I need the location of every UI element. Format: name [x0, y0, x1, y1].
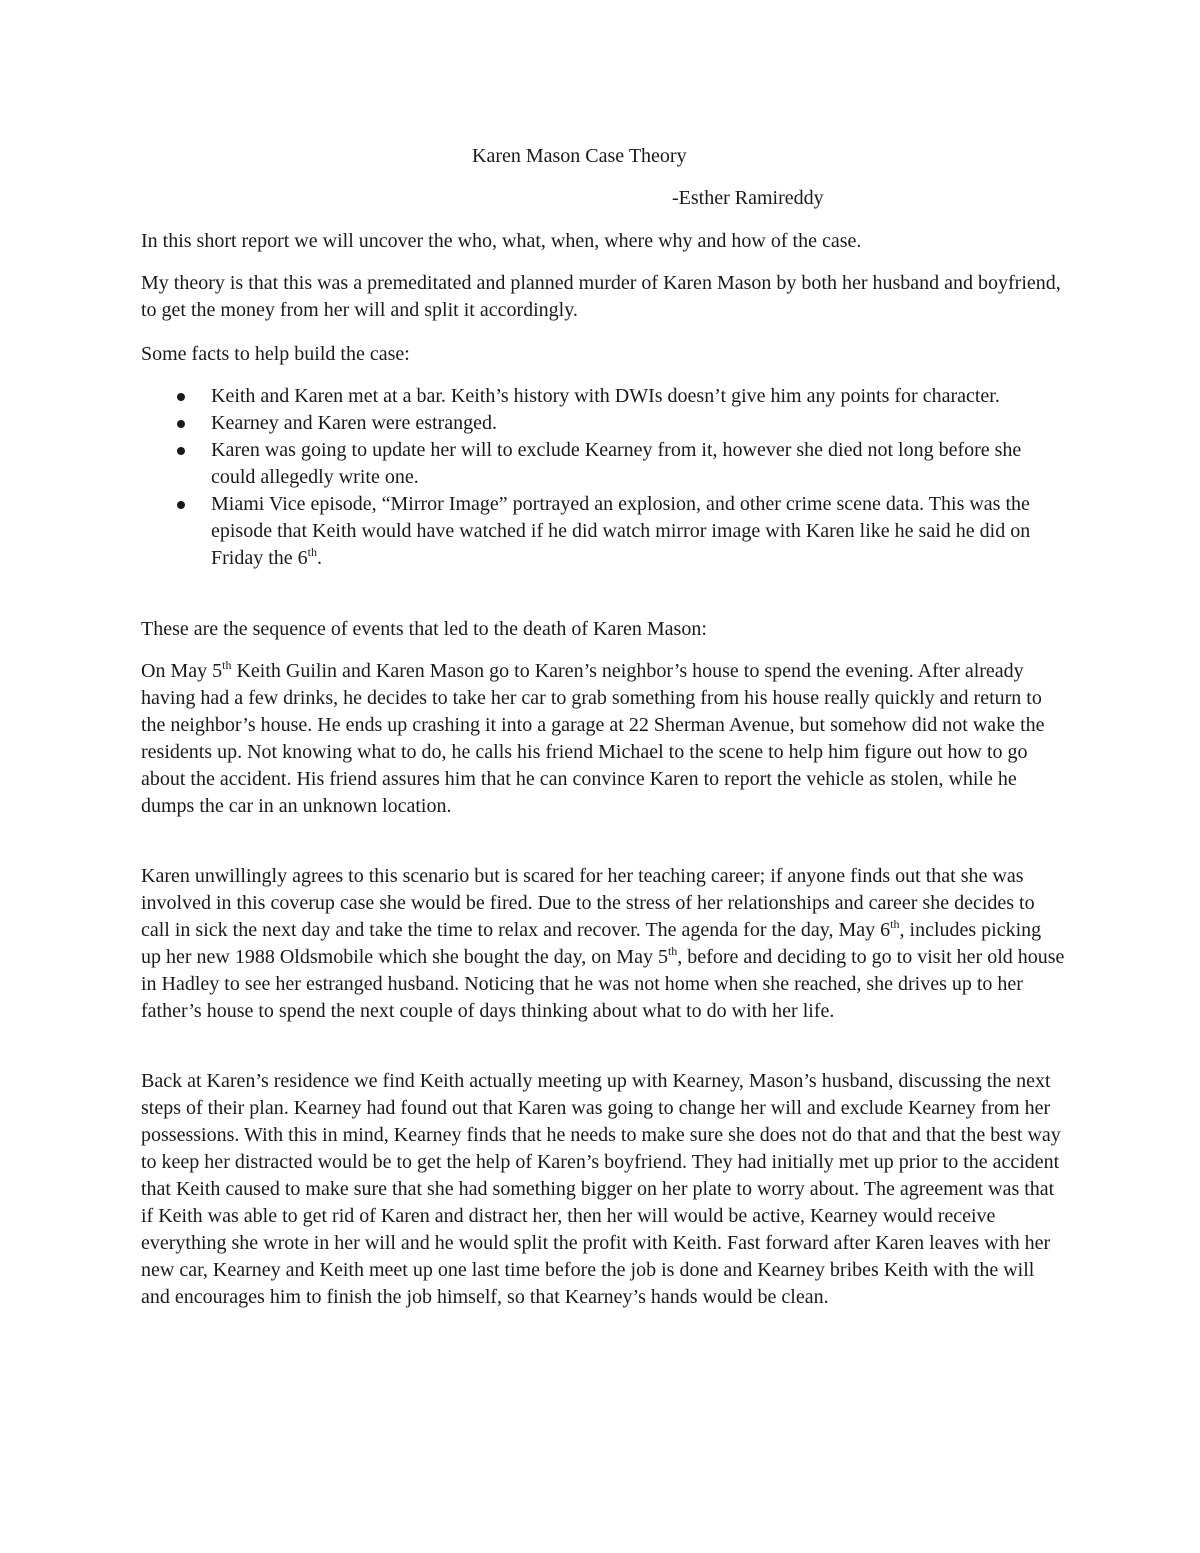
fact-text: Keith and Karen met at a bar. Keith’s history with DWIs doesn’t give him any points for character.	[211, 385, 1000, 407]
fact-text: Karen was going to update her will to exclude Kearney from it, however she died not long before she could allegedly write one.	[211, 439, 1022, 488]
document-title: Karen Mason Case Theory	[472, 145, 687, 167]
events-paragraph-2	[141, 863, 1066, 1025]
fact-text: Kearney and Karen were estranged.	[211, 412, 497, 434]
facts-heading: Some facts to help build the case:	[141, 343, 410, 365]
facts-list	[141, 383, 1066, 572]
sequence-heading: These are the sequence of events that led to the death of Karen Mason:	[141, 618, 707, 640]
ordinal-suffix: th	[222, 658, 232, 672]
list-item	[141, 410, 1066, 437]
ordinal-suffix: th	[667, 944, 678, 958]
p2-start: Karen unwillingly agrees to this scenario but is scared for her teaching career; if anyone finds out that she was involved in this coverup case she would be fired. Due to the stress of her relationships and career she decides to call in sick the next day and take the time to relax and recover. The agenda for the day, May 6	[141, 865, 1035, 941]
fact-text: Miami Vice episode, “Mirror Image” portrayed an explosion, and other crime scene data. This was the episode that Keith would have watched if he did watch mirror image with Karen like he said he did on Friday the 6	[211, 493, 1031, 569]
bullet-icon	[177, 420, 185, 428]
events-paragraph-3: Back at Karen’s residence we find Keith actually meeting up with Kearney, Mason’s husband, discussing the next steps of their plan. Kearney had found out that Karen was going to change her will and exclude Kearney from her possessions. With this in mind, Kearney finds that he needs to make sure she does not do that and that the best way to keep her distracted would be to get the help of Karen’s boyfriend. They had initially met up prior to the accident that Keith caused to make sure that she had something bigger on her plate to worry about. The agreement was that if Keith was able to get rid of Karen and distract her, then her will would be active, Kearney would receive everything she wrote in her will and he would split the profit with Keith. Fast forward after Karen leaves with her new car, Kearney and Keith meet up one last time before the job is done and Kearney bribes Keith with the will and encourages him to finish the job himself, so that Kearney’s hands would be clean.	[141, 1070, 1061, 1308]
ordinal-suffix: th	[307, 545, 317, 559]
document-author: -Esther Ramireddy	[672, 187, 824, 209]
events-paragraph-1	[141, 658, 1066, 820]
fact-end: .	[317, 547, 322, 569]
p2-end: , before and deciding to go to visit her old house in Hadley to see her estranged husband. Noticing that he was not home when she reached, she drives up to her father’s house to spend the next couple of days thinking about what to do with her life.	[141, 946, 1065, 1022]
bullet-icon	[177, 447, 185, 455]
bullet-icon	[177, 393, 185, 401]
list-item	[141, 437, 1066, 491]
p2-middle: , includes picking up her new 1988 Oldsmobile which she bought the day, on May 5	[141, 919, 1042, 968]
list-item	[141, 383, 1066, 410]
theory-paragraph: My theory is that this was a premeditated and planned murder of Karen Mason by both her husband and boyfriend, to get the money from her will and split it accordingly.	[141, 272, 1061, 321]
p1-start: On May 5	[141, 660, 223, 682]
intro-paragraph: In this short report we will uncover the who, what, when, where why and how of the case.	[141, 230, 862, 252]
list-item	[141, 491, 1066, 572]
ordinal-suffix: th	[890, 917, 900, 931]
bullet-icon	[177, 501, 185, 509]
p1-rest: Keith Guilin and Karen Mason go to Karen’s neighbor’s house to spend the evening. After already having had a few drinks, he decides to take her car to grab something from his house really quickly and return to the neighbor’s house. He ends up crashing it into a garage at 22 Sherman Avenue, but somehow did not wake the residents up. Not knowing what to do, he calls his friend Michael to the scene to help him figure out how to go about the accident. His friend assures him that he can convince Karen to report the vehicle as stolen, while he dumps the car in an unknown location.	[141, 660, 1045, 817]
